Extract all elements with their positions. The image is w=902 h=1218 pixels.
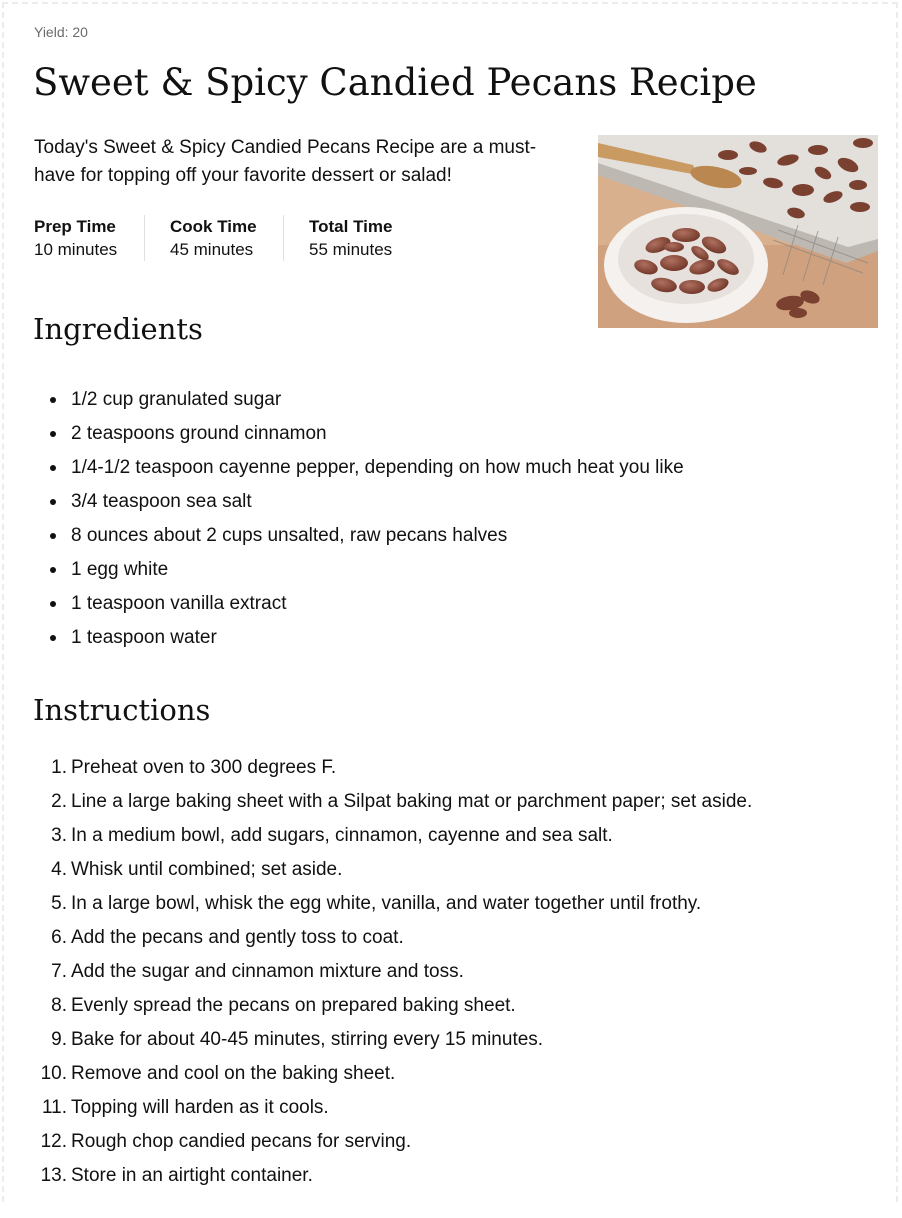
instruction-step [34,921,874,955]
step-text: Line a large baking sheet with a Silpat baking mat or parchment paper; set aside. [71,791,753,812]
step-text: Add the pecans and gently toss to coat. [71,927,404,948]
ingredient-item [34,485,874,519]
step-number: 4. [51,859,67,880]
step-text: In a medium bowl, add sugars, cinnamon, cayenne and sea salt. [71,825,613,846]
step-number: 3. [51,825,67,846]
instruction-step [34,1023,874,1057]
ingredient-item [34,587,874,621]
step-number: 2. [51,791,67,812]
instruction-step [34,819,874,853]
bullet-icon [50,567,56,573]
instruction-step [34,1125,874,1159]
candied-pecans-photo-icon [598,135,878,328]
instruction-step [34,955,874,989]
prep-time [34,215,144,261]
recipe-title: Sweet & Spicy Candied Pecans Recipe [33,61,757,104]
ingredient-item [34,383,874,417]
step-text: Evenly spread the pecans on prepared baking sheet. [71,995,516,1016]
step-text: Bake for about 40-45 minutes, stirring every 15 minutes. [71,1029,544,1050]
step-text: Rough chop candied pecans for serving. [71,1131,412,1152]
bullet-icon [50,635,56,641]
instruction-step [34,1057,874,1091]
ingredient-item [34,621,874,655]
step-text: Topping will harden as it cools. [71,1097,329,1118]
step-text: Add the sugar and cinnamon mixture and toss. [71,961,464,982]
cook-time [144,215,283,261]
step-text: In a large bowl, whisk the egg white, vanilla, and water together until frothy. [71,893,702,914]
total-time-value: 55 minutes [309,240,393,259]
step-number: 7. [51,961,67,982]
instruction-step [34,785,874,819]
step-text: Store in an airtight container. [71,1165,313,1186]
step-number: 13. [40,1165,67,1186]
instruction-step [34,989,874,1023]
recipe-card [2,2,898,1202]
ingredient-text: 8 ounces about 2 cups unsalted, raw pecans halves [71,525,508,546]
ingredient-text: 3/4 teaspoon sea salt [71,491,252,512]
bullet-icon [50,431,56,437]
ingredient-item [34,519,874,553]
step-number: 6. [51,927,67,948]
instruction-step [34,1091,874,1125]
step-number: 9. [51,1029,67,1050]
bullet-icon [50,465,56,471]
step-number: 12. [40,1131,67,1152]
recipe-yield: Yield: 20 [34,24,88,40]
total-time [283,215,403,261]
ingredient-item [34,553,874,587]
instruction-step [34,853,874,887]
bullet-icon [50,533,56,539]
step-number: 8. [51,995,67,1016]
ingredient-text: 1/4-1/2 teaspoon cayenne pepper, depending on how much heat you like [71,457,684,478]
recipe-times [34,215,403,261]
ingredient-list [34,383,874,655]
ingredient-text: 1/2 cup granulated sugar [71,389,282,410]
ingredient-text: 2 teaspoons ground cinnamon [71,423,327,444]
ingredient-text: 1 teaspoon water [71,627,217,648]
ingredient-item [34,417,874,451]
step-text: Preheat oven to 300 degrees F. [71,757,337,778]
instructions-heading: Instructions [33,693,211,727]
bullet-icon [50,499,56,505]
total-time-label: Total Time [309,217,393,236]
step-number: 1. [51,757,67,778]
step-number: 11. [41,1097,67,1118]
cook-time-label: Cook Time [170,217,257,236]
bullet-icon [50,397,56,403]
instruction-step [34,751,874,785]
ingredients-heading: Ingredients [33,312,203,346]
instruction-list [34,751,874,1193]
ingredient-text: 1 teaspoon vanilla extract [71,593,287,614]
step-number: 5. [51,893,67,914]
ingredient-text: 1 egg white [71,559,169,580]
recipe-summary: Today's Sweet & Spicy Candied Pecans Recipe are a must-have for topping off your favorite dessert or salad! [34,137,537,186]
step-text: Remove and cool on the baking sheet. [71,1063,396,1084]
prep-time-label: Prep Time [34,217,116,236]
ingredient-item [34,451,874,485]
recipe-photo [598,135,878,328]
prep-time-value: 10 minutes [34,240,118,259]
instruction-step [34,1159,874,1193]
cook-time-value: 45 minutes [170,240,254,259]
step-text: Whisk until combined; set aside. [71,859,343,880]
step-number: 10. [40,1063,67,1084]
instruction-step [34,887,874,921]
bullet-icon [50,601,56,607]
